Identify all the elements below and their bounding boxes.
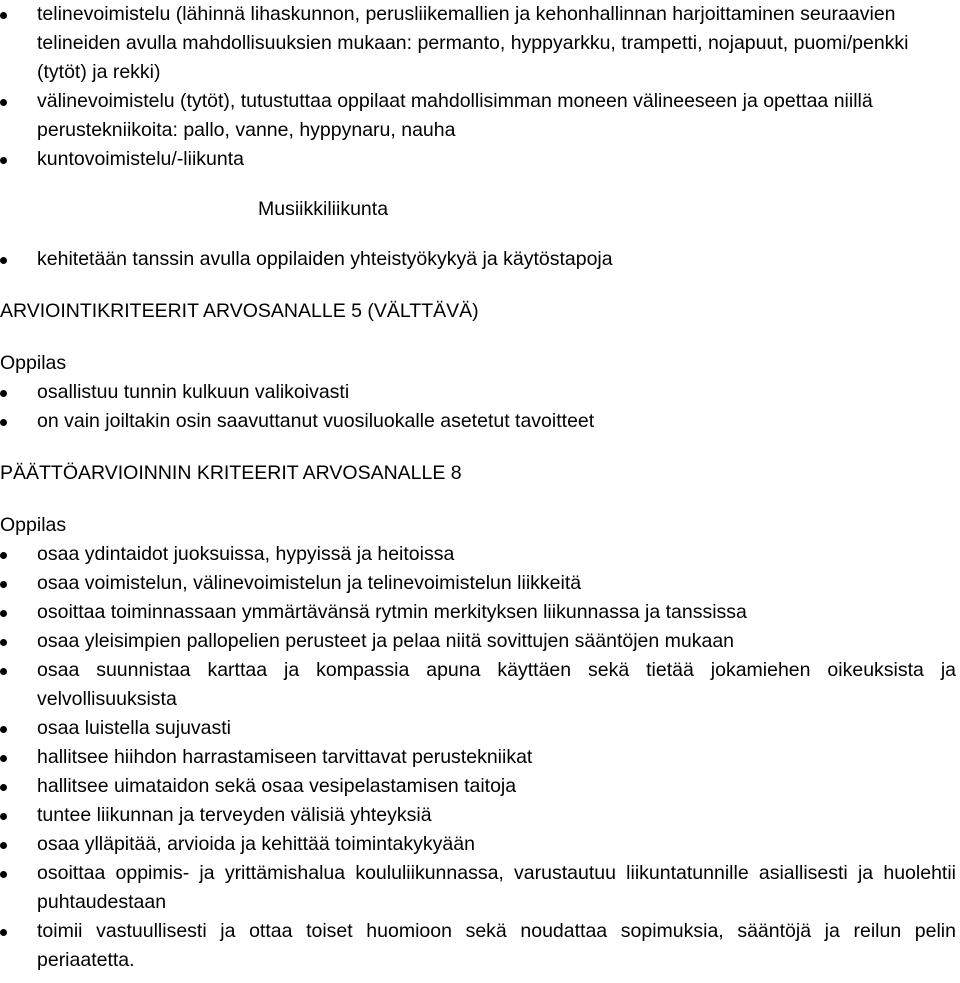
bullet-icon — [0, 842, 7, 849]
bullet-icon — [0, 726, 7, 733]
bullet-icon — [0, 390, 7, 397]
list-item: hallitsee hiihdon harrastamiseen tarvittavat perustekniikat — [0, 743, 956, 772]
bullet-icon — [0, 157, 7, 164]
criteria8-heading: PÄÄTTÖARVIOINNIN KRITEERIT ARVOSANALLE 8 — [0, 462, 462, 484]
list-item: on vain joiltakin osin saavuttanut vuosiluokalle asetetut tavoitteet — [0, 407, 956, 436]
list-item: osallistuu tunnin kulkuun valikoivasti — [0, 378, 956, 407]
list-item: osaa ydintaidot juoksuissa, hypyissä ja heitoissa — [0, 540, 956, 569]
bullet-icon — [0, 871, 7, 878]
list-item: kuntovoimistelu/-liikunta — [0, 145, 956, 174]
criteria5-heading: ARVIOINTIKRITEERIT ARVOSANALLE 5 (VÄLTTÄVÄ) — [0, 300, 479, 322]
bullet-icon — [0, 419, 7, 426]
bullet-icon — [0, 257, 7, 264]
list-item: osoittaa toiminnassaan ymmärtävänsä rytmin merkityksen liikunnassa ja tanssissa — [0, 598, 956, 627]
bullet-icon — [0, 639, 7, 646]
music-heading: Musiikkiliikunta — [258, 198, 389, 220]
bullet-icon — [0, 581, 7, 588]
bullet-icon — [0, 99, 7, 106]
bullet-icon — [0, 784, 7, 791]
bullet-icon — [0, 813, 7, 820]
list-item: hallitsee uimataidon sekä osaa vesipelastamisen taitoja — [0, 772, 956, 801]
list-item: välinevoimistelu (tytöt), tutustuttaa oppilaat mahdollisimman moneen välineeseen ja opettaa niillä perustekniikoita: pallo, vanne, hyppynaru, nauha — [0, 87, 956, 145]
bullet-icon — [0, 610, 7, 617]
bullet-icon — [0, 755, 7, 762]
list-item: osaa yleisimpien pallopelien perusteet ja pelaa niitä sovittujen sääntöjen mukaan — [0, 627, 956, 656]
criteria5-list — [0, 378, 956, 436]
bullet-icon — [0, 668, 7, 675]
criteria8-list — [0, 540, 956, 975]
list-item: osoittaa oppimis- ja yrittämishalua koululiikunnassa, varustautuu liikuntatunnille asiallisesti ja huolehtii puhtaudestaan — [0, 859, 956, 917]
sports-list — [0, 0, 956, 174]
list-item: kehitetään tanssin avulla oppilaiden yhteistyökykyä ja käytöstapoja — [0, 245, 956, 274]
list-item: tuntee liikunnan ja terveyden välisiä yhteyksiä — [0, 801, 956, 830]
list-item: osaa ylläpitää, arvioida ja kehittää toimintakykyään — [0, 830, 956, 859]
list-item: telinevoimistelu (lähinnä lihaskunnon, perusliikemallien ja kehonhallinnan harjoittaminen seuraavien telineiden avulla mahdollisuuksien mukaan: permanto, hyppyarkku, trampetti, nojapuut, puomi/penkki (tytöt) ja rekki) — [0, 0, 956, 87]
bullet-icon — [0, 12, 7, 19]
criteria8-label: Oppilas — [0, 514, 67, 536]
list-item: osaa suunnistaa karttaa ja kompassia apuna käyttäen sekä tietää jokamiehen oikeuksista ja velvollisuuksista — [0, 656, 956, 714]
music-list — [0, 245, 956, 274]
bullet-icon — [0, 929, 7, 936]
list-item: osaa voimistelun, välinevoimistelun ja telinevoimistelun liikkeitä — [0, 569, 956, 598]
list-item: toimii vastuullisesti ja ottaa toiset huomioon sekä noudattaa sopimuksia, sääntöjä ja reilun pelin periaatetta. — [0, 917, 956, 975]
bullet-icon — [0, 552, 7, 559]
criteria5-label: Oppilas — [0, 352, 67, 374]
list-item: osaa luistella sujuvasti — [0, 714, 956, 743]
